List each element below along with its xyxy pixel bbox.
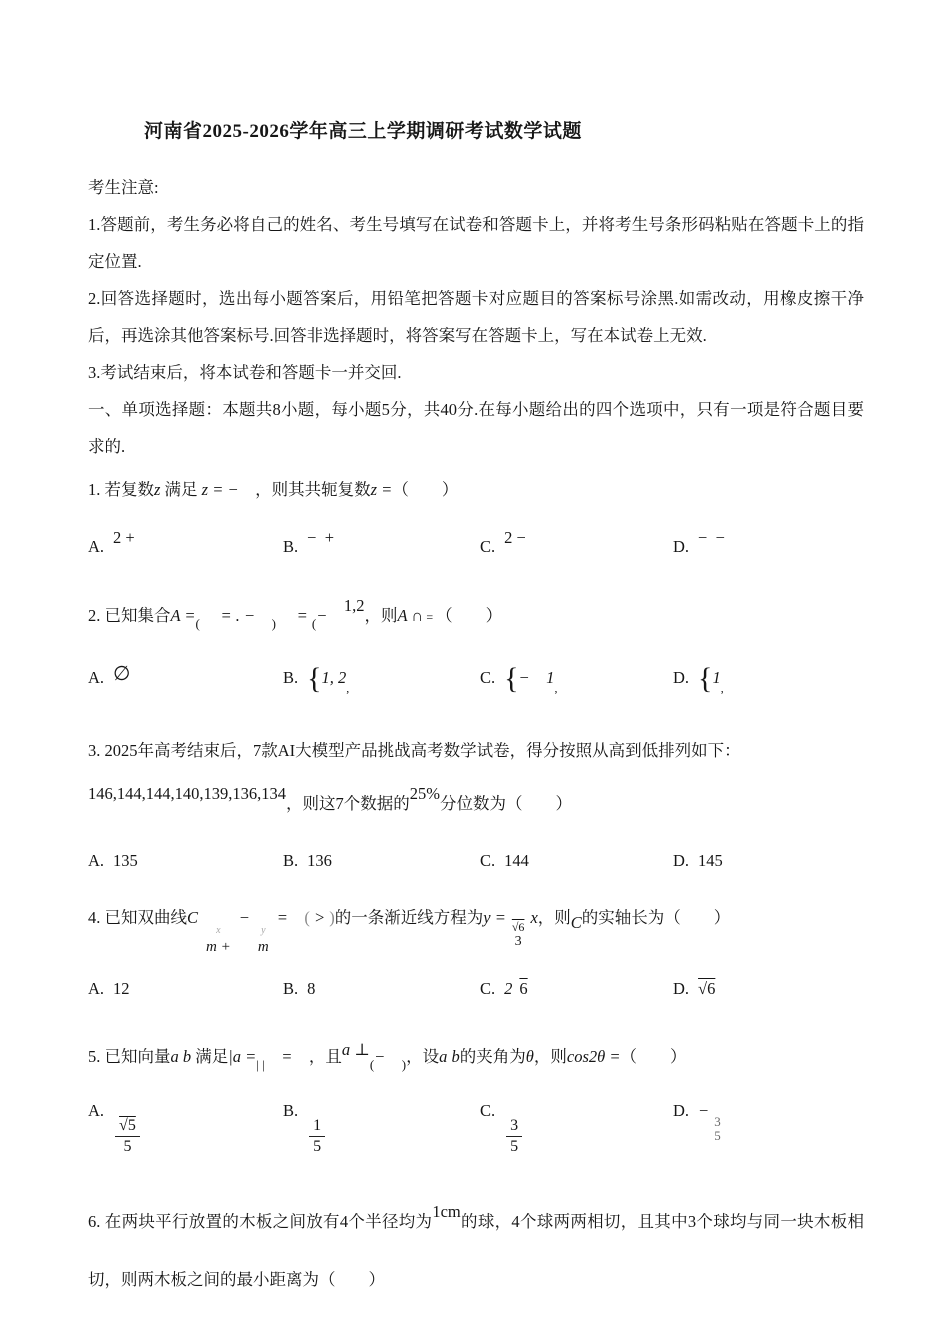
math-fragment: − + (307, 528, 335, 547)
option-value (504, 662, 558, 695)
option-d (673, 658, 864, 708)
fraction-denominator: 5 (313, 1138, 322, 1156)
math-fragment: 2 + (113, 528, 135, 547)
fraction-denominator: m + (206, 939, 231, 955)
text-run: 1. 若复数 (88, 480, 154, 499)
option-label: C. (480, 668, 496, 687)
option-value (504, 528, 526, 556)
text-run: ，则 (364, 606, 398, 625)
text-run: 的球，4个球两两相切，且其中3个球均与同一块木板相切，则两木板之间的最小距离为（ ） (88, 1211, 865, 1289)
option-value (307, 528, 335, 556)
option-b (283, 969, 480, 1009)
math-fragment: 25% (409, 784, 440, 803)
math-fragment (206, 926, 231, 955)
math-fragment: − (374, 1047, 402, 1066)
option-value (698, 528, 725, 556)
fraction-numerator: √5 (115, 1117, 140, 1137)
option-a (88, 654, 283, 698)
math-fragment: ) (325, 908, 335, 927)
math-fragment: { (698, 662, 713, 695)
text-run: ，且 (308, 1047, 342, 1066)
text-run: ，则其共轭复数 (255, 480, 371, 499)
option-b (283, 518, 480, 567)
option-value (113, 1101, 142, 1156)
math-fragment: { (307, 662, 322, 695)
math-fragment: = (276, 908, 305, 927)
text-run: 145 (698, 851, 723, 870)
text-run: 3. 2025年高考结束后，7款AI大模型产品挑战高考数学试卷，得分按照从高到低排列如下： (88, 741, 741, 760)
option-c (480, 658, 673, 708)
text-run: 4. 已知双曲线 (88, 908, 187, 927)
text-run: ，则 (537, 908, 571, 927)
option-value (113, 979, 130, 998)
math-fragment: { (504, 662, 519, 695)
option-label: A. (88, 1101, 105, 1120)
option-b (283, 841, 480, 881)
fraction-numerator: 3 (714, 1114, 721, 1129)
math-fragment: − − (698, 528, 725, 547)
math-fragment: = (264, 1047, 309, 1066)
math-fragment: ( (369, 1057, 375, 1072)
option-d (673, 1091, 864, 1144)
math-fragment: a b (439, 1047, 460, 1066)
text-run: 的一条渐近线方程为 (334, 908, 484, 927)
question-6-stem (88, 1183, 864, 1309)
option-value (113, 528, 135, 556)
fraction-numerator: x (216, 925, 221, 936)
math-fragment (714, 1115, 721, 1144)
math-fragment: = (276, 606, 312, 625)
option-value (698, 979, 715, 998)
option-label: A. (88, 537, 105, 556)
option-value (307, 1101, 327, 1156)
math-fragment: 1 (712, 668, 721, 687)
math-fragment: 1cm (432, 1201, 461, 1221)
math-fragment: A = (170, 606, 196, 625)
math-fragment (512, 921, 525, 949)
fraction-denominator: 3 (514, 934, 522, 949)
question-4-options (88, 969, 864, 1009)
option-value (307, 979, 315, 998)
option-d (673, 841, 864, 881)
option-label: C. (480, 537, 496, 556)
text-run: 分位数为（ ） (440, 794, 572, 813)
option-label: A. (88, 979, 105, 998)
math-fragment: 1,2 (343, 596, 365, 615)
math-fragment: − (238, 908, 250, 927)
option-label: D. (673, 668, 690, 687)
option-value (307, 662, 350, 695)
math-fragment: y = (483, 908, 506, 927)
section-heading: 一、单项选择题：本题共8小题，每小题5分，共40分.在每小题给出的四个选项中，只有一项是符合题目要求的. (88, 400, 864, 456)
option-label: B. (283, 537, 299, 556)
text-run: （ ） (392, 480, 459, 499)
math-fragment: > (313, 908, 326, 927)
text-run: 135 (113, 851, 138, 870)
math-fragment (309, 1117, 325, 1157)
math-fragment: √6 (698, 979, 716, 998)
option-b (283, 658, 480, 708)
math-fragment: = (423, 610, 437, 624)
text-run: ，则这7个数据的 (286, 794, 410, 813)
option-label: C. (480, 1101, 496, 1120)
option-label: C. (480, 851, 496, 870)
math-fragment: ) (271, 616, 277, 631)
question-5-options (88, 1091, 864, 1157)
option-label: B. (283, 668, 299, 687)
notice-item-3: 3.考试结束后，将本试卷和答题卡一并交回. (88, 363, 402, 382)
option-d (673, 969, 864, 1009)
fraction-denominator: 5 (123, 1138, 132, 1156)
option-b (283, 1091, 480, 1157)
option-a (88, 969, 283, 1009)
option-label: D. (673, 537, 690, 556)
option-value (504, 979, 528, 998)
text-run: 的夹角为 (459, 1047, 526, 1066)
math-fragment: |a = (228, 1047, 257, 1066)
option-value (698, 1101, 721, 1144)
fraction-numerator: 3 (506, 1117, 522, 1137)
page-title: 河南省2025-2026学年高三上学期调研考试数学试题 (144, 121, 582, 142)
math-fragment: | | (256, 1057, 265, 1072)
math-fragment: ( (311, 616, 317, 631)
option-value (504, 1101, 524, 1156)
text-run: 满足 (191, 1047, 229, 1066)
text-run: ，设 (406, 1047, 440, 1066)
fraction-denominator: 5 (510, 1138, 519, 1156)
option-value (113, 663, 131, 687)
math-fragment: − 1 (518, 668, 555, 687)
math-fragment: − (316, 606, 344, 625)
question-6 (88, 1183, 864, 1309)
math-fragment: ( (195, 616, 200, 631)
math-fragment: C (570, 913, 582, 932)
fraction-numerator: y (261, 925, 266, 936)
math-fragment: 146,144,144,140,139,136,134 (88, 784, 286, 803)
option-a (88, 518, 283, 567)
math-fragment (506, 1117, 522, 1157)
question-1 (88, 471, 864, 567)
option-label: C. (480, 979, 496, 998)
option-value (113, 851, 138, 870)
option-value (698, 851, 723, 870)
math-fragment: 2 − (504, 528, 526, 547)
text-run: 144 (504, 851, 529, 870)
option-label: D. (673, 979, 690, 998)
question-2 (88, 587, 864, 708)
notice-item-2: 2.回答选择题时，选出每小题答案后，用铅笔把答题卡对应题目的答案标号涂黑.如需改动，用橡皮擦干净后，再选涂其他答案标号.回答非选择题时，将答案写在答题卡上，写在本试卷上无效. (88, 289, 864, 345)
text-run: ，则 (533, 1047, 567, 1066)
math-fragment: θ (525, 1047, 534, 1066)
math-fragment: cos2θ = (566, 1047, 621, 1066)
text-run: 6. 在两块平行放置的木板之间放有4个半径均为 (88, 1211, 433, 1231)
text-run: 2. 已知集合 (88, 606, 171, 625)
option-a (88, 841, 283, 881)
math-fragment: z (154, 480, 161, 499)
text-run: 8 (307, 979, 316, 998)
math-fragment: a b (170, 1047, 192, 1066)
option-c (480, 841, 673, 881)
math-fragment: 2 (504, 979, 513, 998)
math-fragment: ∅ (113, 663, 131, 685)
fraction-numerator: 1 (309, 1117, 325, 1137)
math-fragment: C (187, 908, 199, 927)
question-3-stem-line2 (88, 773, 864, 825)
question-3-stem (88, 732, 864, 769)
math-fragment: − (698, 1101, 710, 1120)
question-3-options (88, 841, 864, 881)
math-fragment: A ∩ (397, 606, 424, 625)
option-value (307, 851, 332, 870)
text-run: 12 (113, 979, 130, 998)
option-label: B. (283, 1101, 299, 1120)
math-fragment: 1, 2 (321, 668, 347, 687)
math-fragment: z = − (201, 480, 256, 499)
text-run: （ ） (436, 606, 503, 625)
option-c (480, 518, 673, 567)
question-2-stem (88, 587, 864, 642)
math-fragment: = . − (199, 606, 272, 625)
math-fragment (258, 926, 269, 955)
text-run: 5. 已知向量 (88, 1047, 171, 1066)
text-run: 136 (307, 851, 332, 870)
question-1-options (88, 518, 864, 567)
math-fragment: 6 (519, 979, 528, 998)
option-d (673, 518, 864, 567)
question-3 (88, 732, 864, 881)
fraction-numerator: √6 (511, 920, 525, 934)
text-run: （ ） (620, 1047, 687, 1066)
option-c (480, 1091, 673, 1157)
text-run: 满足 (160, 480, 202, 499)
math-fragment: z = (370, 480, 393, 499)
option-label: A. (88, 668, 105, 687)
option-label: D. (673, 1101, 690, 1120)
question-5 (88, 1031, 864, 1157)
math-fragment (115, 1117, 140, 1157)
notice-item-1: 1.答题前，考生务必将自己的姓名、考生号填写在试卷和答题卡上，并将考生号条形码粘贴在答题卡上的指定位置. (88, 215, 864, 271)
option-label: B. (283, 851, 299, 870)
option-value (698, 662, 724, 695)
option-label: A. (88, 851, 105, 870)
fraction-denominator: m (257, 939, 269, 955)
question-4 (88, 899, 864, 1009)
text-run: 的实轴长为（ ） (581, 908, 731, 927)
question-5-stem (88, 1031, 864, 1083)
option-label: D. (673, 851, 690, 870)
math-fragment: , (720, 681, 724, 695)
question-1-stem (88, 471, 864, 508)
math-fragment: , (554, 681, 558, 695)
math-fragment: ) (401, 1057, 407, 1072)
notice-heading: 考生注意: (88, 178, 159, 197)
fraction-denominator: 5 (714, 1128, 721, 1144)
math-fragment: ( (304, 908, 314, 927)
math-fragment: a ⊥ (341, 1040, 370, 1059)
option-c (480, 969, 673, 1009)
option-a (88, 1091, 283, 1157)
math-fragment: x (530, 908, 538, 927)
question-2-options (88, 654, 864, 708)
option-label: B. (283, 979, 299, 998)
question-4-stem (88, 899, 864, 955)
option-value (504, 851, 529, 870)
math-fragment: , (346, 681, 350, 695)
